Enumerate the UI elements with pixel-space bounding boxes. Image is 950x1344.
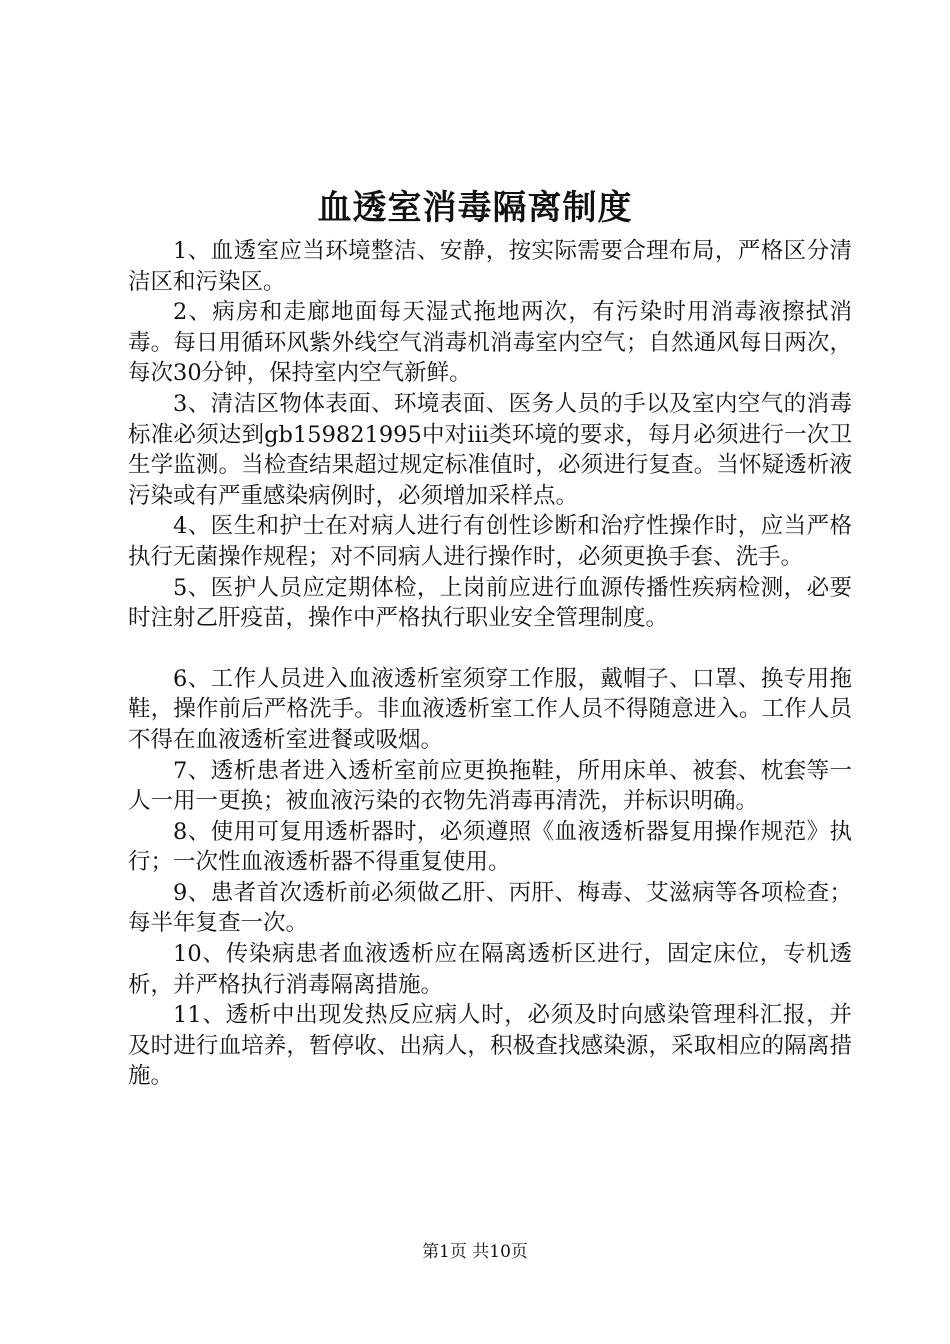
- paragraph-2: 2、病房和走廊地面每天湿式拖地两次，有污染时用消毒液擦拭消毒。每日用循环风紫外线空气消毒机消毒室内空气；自然通风每日两次，每次30分钟，保持室内空气新鲜。: [128, 299, 852, 387]
- paragraph-3: 3、清洁区物体表面、环境表面、医务人员的手以及室内空气的消毒标准必须达到gb159821995中对iii类环境的要求，每月必须进行一次卫生学监测。当检查结果超过规定标准值时，必须进行复查。当怀疑透析液污染或有严重感染病例时，必须增加采样点。: [128, 390, 852, 509]
- paragraph-10: 10、传染病患者血液透析应在隔离透析区进行，固定床位，专机透析，并严格执行消毒隔离措施。: [128, 941, 852, 998]
- paragraph-6: 6、工作人员进入血液透析室须穿工作服，戴帽子、口罩、换专用拖鞋，操作前后严格洗手。非血液透析室工作人员不得随意进入。工作人员不得在血液透析室进餐或吸烟。: [128, 665, 852, 753]
- paragraph-8: 8、使用可复用透析器时，必须遵照《血液透析器复用操作规范》执行；一次性血液透析器不得重复使用。: [128, 818, 852, 876]
- paragraph-9: 9、患者首次透析前必须做乙肝、丙肝、梅毒、艾滋病等各项检查；每半年复查一次。: [128, 879, 852, 937]
- paragraph-11: 11、透析中出现发热反应病人时，必须及时向感染管理科汇报，并及时进行血培养，暂停收、出病人，积极查找感染源，采取相应的隔离措施。: [128, 1002, 852, 1090]
- paragraph-5: 5、医护人员应定期体检，上岗前应进行血源传播性疾病检测，必要时注射乙肝疫苗，操作中严格执行职业安全管理制度。: [128, 574, 852, 632]
- paragraph-4: 4、医生和护士在对病人进行有创性诊断和治疗性操作时，应当严格执行无菌操作规程；对不同病人进行操作时，必须更换手套、洗手。: [128, 513, 852, 570]
- document-body: [128, 236, 852, 1092]
- page-footer: 第1页 共10页: [422, 1242, 528, 1262]
- document-title: 血透室消毒隔离制度: [317, 188, 633, 228]
- paragraph-7: 7、透析患者进入透析室前应更换拖鞋，所用床单、被套、枕套等一人一用一更换；被血液污染的衣物先消毒再清洗，并标识明确。: [128, 757, 852, 815]
- paragraph-1: 1、血透室应当环境整洁、安静，按实际需要合理布局，严格区分清洁区和污染区。: [128, 238, 852, 295]
